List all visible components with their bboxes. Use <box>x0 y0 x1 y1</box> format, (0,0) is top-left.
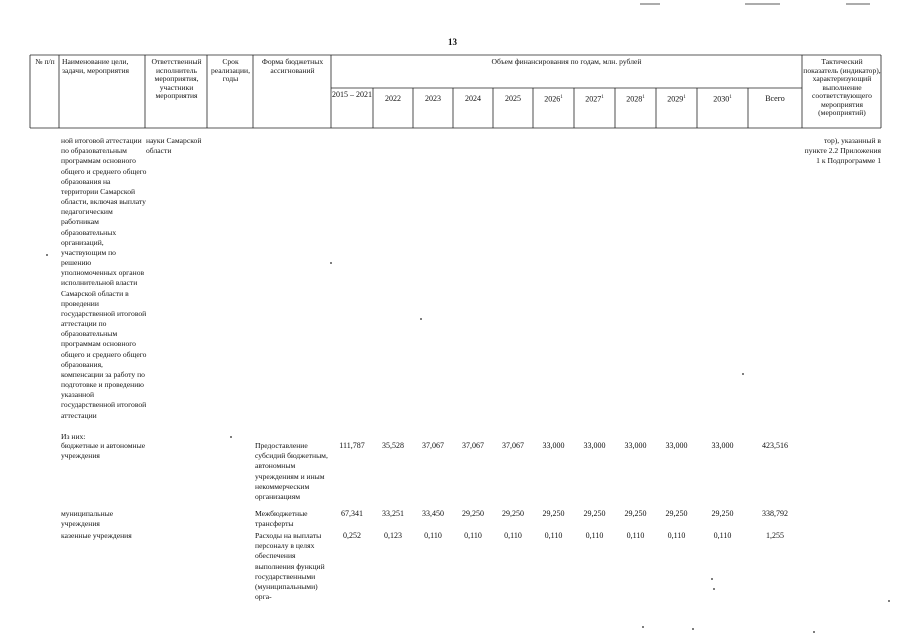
header-num: № п/п <box>35 57 55 66</box>
scan-speck <box>692 628 694 630</box>
year-header-7 <box>615 95 656 104</box>
row-name: бюджетные и автономные учреждения <box>61 441 146 461</box>
row-value: 29,250 <box>624 509 647 518</box>
year-label: 2024 <box>465 94 481 103</box>
responsible-text: науки Самарской области <box>146 136 202 156</box>
header-funding: Объем финансирования по годам, млн. рублей <box>491 57 642 66</box>
year-footnote-mark: 1 <box>601 95 604 100</box>
row-value: 0,110 <box>504 531 522 540</box>
row-form: Предоставление субсидий бюджетным, автономным учреждениям и иным некоммерческим организациям <box>255 441 328 501</box>
row-value: 29,250 <box>542 509 565 518</box>
row-value: 33,000 <box>665 441 688 450</box>
year-label: 2015 – 2021 <box>332 90 372 99</box>
row-value: 33,000 <box>624 441 647 450</box>
result-text: тор), указанный в пункте 2.2 Приложения 1 к Подпрограмме 1 <box>804 136 881 166</box>
row-value: 33,000 <box>711 441 734 450</box>
header-name: Наименование цели, задачи, мероприятия <box>62 57 130 75</box>
year-footnote-mark: 1 <box>642 95 645 100</box>
header-responsible: Ответственный исполнитель мероприятия, участники мероприятия <box>151 57 202 100</box>
year-label: 2028 <box>626 94 643 104</box>
year-label: 2023 <box>425 94 441 103</box>
row-value: 33,251 <box>382 509 404 518</box>
row-value: 37,067 <box>502 441 524 450</box>
scan-speck <box>742 373 744 375</box>
row-value: 33,000 <box>583 441 606 450</box>
row-form: Расходы на выплаты персоналу в целях обеспечения выполнения функций государственными (муниципальными) орга- <box>255 531 325 602</box>
scan-speck <box>642 626 644 628</box>
scan-speck <box>713 588 715 590</box>
year-header-4 <box>493 95 533 104</box>
scan-speck <box>420 318 422 320</box>
iz-nih-label: Из них: <box>61 432 86 441</box>
scan-speck <box>46 254 48 256</box>
row-value: 29,250 <box>711 509 734 518</box>
page-number: 13 <box>448 37 457 47</box>
header-term: Срок реализации, годы <box>210 57 250 83</box>
row-value: 338,792 <box>762 509 788 518</box>
row-value: 0,110 <box>424 531 442 540</box>
row-value: 29,250 <box>502 509 524 518</box>
year-label: 2027 <box>585 94 602 104</box>
row-form: Межбюджетные трансферты <box>255 509 308 529</box>
row-value: 37,067 <box>462 441 484 450</box>
year-footnote-mark: 1 <box>729 95 732 100</box>
year-label: 2026 <box>544 94 561 104</box>
row-value: 0,110 <box>464 531 482 540</box>
year-header-0 <box>331 91 373 100</box>
year-header-3 <box>453 95 493 104</box>
header-form: Форма бюджетных ассигнований <box>261 57 324 75</box>
row-value: 423,516 <box>762 441 788 450</box>
year-footnote-mark: 1 <box>683 95 686 100</box>
row-value: 35,528 <box>382 441 404 450</box>
year-header-10 <box>748 95 802 104</box>
year-label: Всего <box>765 94 785 103</box>
year-footnote-mark: 1 <box>560 95 563 100</box>
row-name: муниципальные учреждения <box>61 509 114 529</box>
row-value: 0,110 <box>544 531 563 540</box>
row-value: 29,250 <box>462 509 484 518</box>
row-value: 33,000 <box>542 441 565 450</box>
row-value: 67,341 <box>341 509 363 518</box>
year-label: 2022 <box>385 94 401 103</box>
row-value: 111,787 <box>339 441 365 450</box>
measure-name-text: ной итоговой аттестации по образовательным программам основного общего и среднего общего образования на территории Самарской области, включая выплату педагогическим работникам образовательных организаций, участвующим по решению уполномоченных органов исполнительной власти Самарской области в проведении государственной итоговой аттестации по образовательным программам основного общего и среднего общего образования, компенсации за работу по подготовке и проведению указанной государственной итоговой аттестации <box>61 136 147 420</box>
scan-speck <box>330 262 332 264</box>
year-header-2 <box>413 95 453 104</box>
row-value: 1,255 <box>766 531 784 540</box>
row-value: 0,110 <box>667 531 686 540</box>
row-value: 0,110 <box>713 531 732 540</box>
row-value: 29,250 <box>665 509 688 518</box>
year-label: 2029 <box>667 94 684 104</box>
year-header-9 <box>697 95 748 104</box>
row-name: казенные учреждения <box>61 531 132 540</box>
scan-speck <box>813 631 815 633</box>
year-label: 2030 <box>713 94 730 104</box>
year-header-5 <box>533 95 574 104</box>
row-value: 37,067 <box>422 441 444 450</box>
row-value: 0,252 <box>343 531 361 540</box>
scan-speck <box>230 436 232 438</box>
year-label: 2025 <box>505 94 521 103</box>
row-value: 0,110 <box>626 531 645 540</box>
year-header-6 <box>574 95 615 104</box>
scan-speck <box>711 578 713 580</box>
row-value: 0,110 <box>585 531 604 540</box>
header-result: Тактический показатель (индикатор), характеризующий выполнение соответствующего мероприятия (мероприятий) <box>803 57 881 117</box>
year-header-8 <box>656 95 697 104</box>
row-value: 33,450 <box>422 509 444 518</box>
row-value: 0,123 <box>384 531 402 540</box>
row-value: 29,250 <box>583 509 606 518</box>
scan-speck <box>888 600 890 602</box>
year-header-1 <box>373 95 413 104</box>
